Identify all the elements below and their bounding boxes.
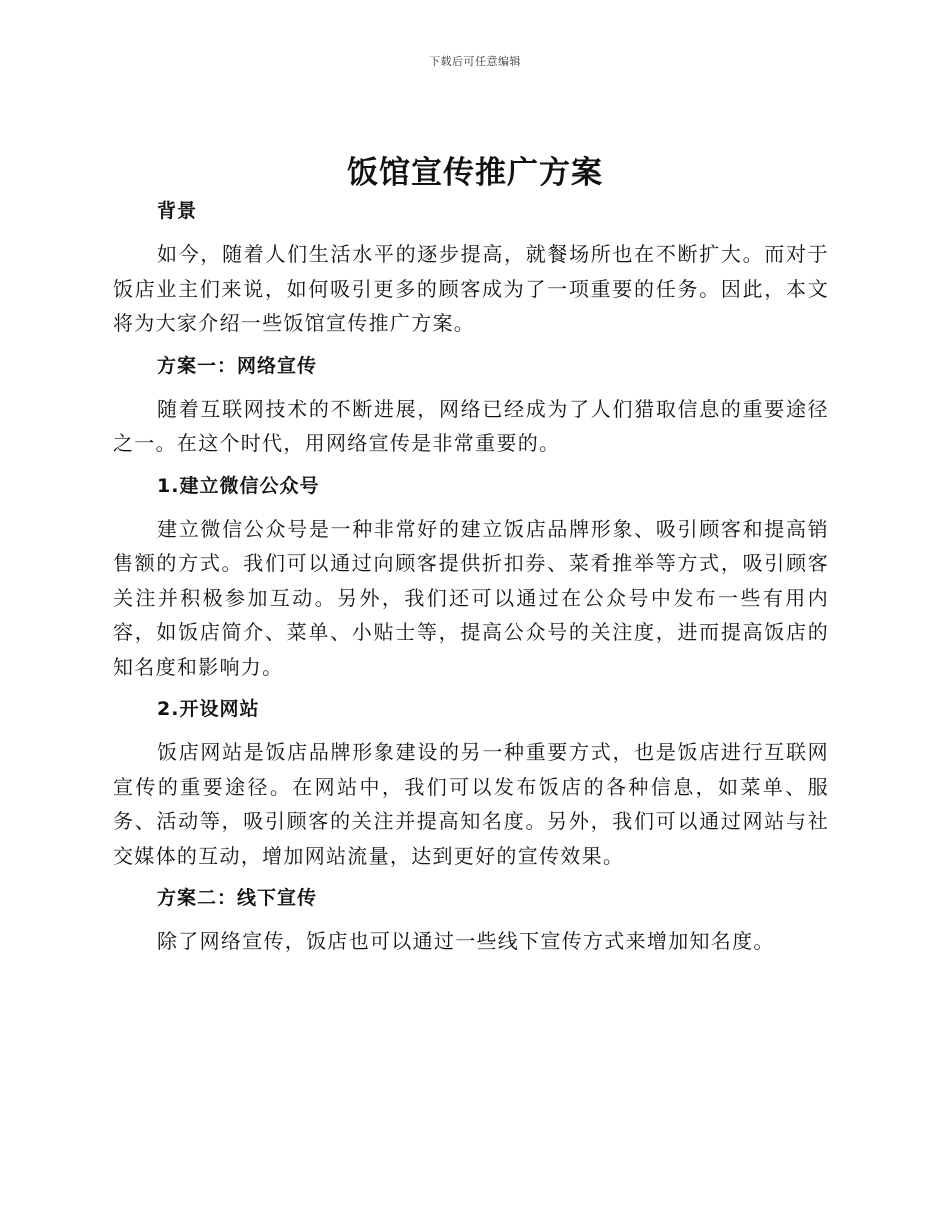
paragraph-wechat: 建立微信公众号是一种非常好的建立饭店品牌形象、吸引顾客和提高销售额的方式。我们可以通过向顾客提供折扣券、菜肴推举等方式，吸引顾客关注并积极参加互动。另外，我们还可以通过在公众号中发布一些有用内容，如饭店简介、菜单、小贴士等，提高公众号的关注度，进而提高饭店的知名度和影响力。: [113, 516, 829, 679]
paragraph-website: 饭店网站是饭店品牌形象建设的另一种重要方式，也是饭店进行互联网宣传的重要途径。在网站中，我们可以发布饭店的各种信息，如菜单、服务、活动等，吸引顾客的关注并提高知名度。另外，我们可以通过网站与社交媒体的互动，增加网站流量，达到更好的宣传效果。: [113, 740, 829, 868]
document-title: 饭馆宣传推广方案: [347, 155, 603, 191]
section-heading-wechat: 1.建立微信公众号: [157, 474, 320, 497]
section-heading-plan1: 方案一：网络宣传: [157, 354, 318, 377]
document-body: [113, 196, 829, 959]
paragraph-plan2: 除了网络宣传，饭店也可以通过一些线下宣传方式来增加知名度。: [157, 929, 775, 953]
section-heading-website: 2.开设网站: [157, 698, 260, 720]
paragraph-plan1: 随着互联网技术的不断进展，网络已经成为了人们猎取信息的重要途径之一。在这个时代，用网络宣传是非常重要的。: [113, 396, 829, 455]
paragraph-background: 如今，随着人们生活水平的逐步提高，就餐场所也在不断扩大。而对于饭店业主们来说，如何吸引更多的顾客成为了一项重要的任务。因此，本文将为大家介绍一些饭馆宣传推广方案。: [113, 242, 829, 335]
section-heading-plan2: 方案二：线下宣传: [157, 887, 318, 909]
header-note: 下载后可任意编辑: [429, 55, 521, 68]
section-heading-background: 背景: [157, 200, 198, 222]
